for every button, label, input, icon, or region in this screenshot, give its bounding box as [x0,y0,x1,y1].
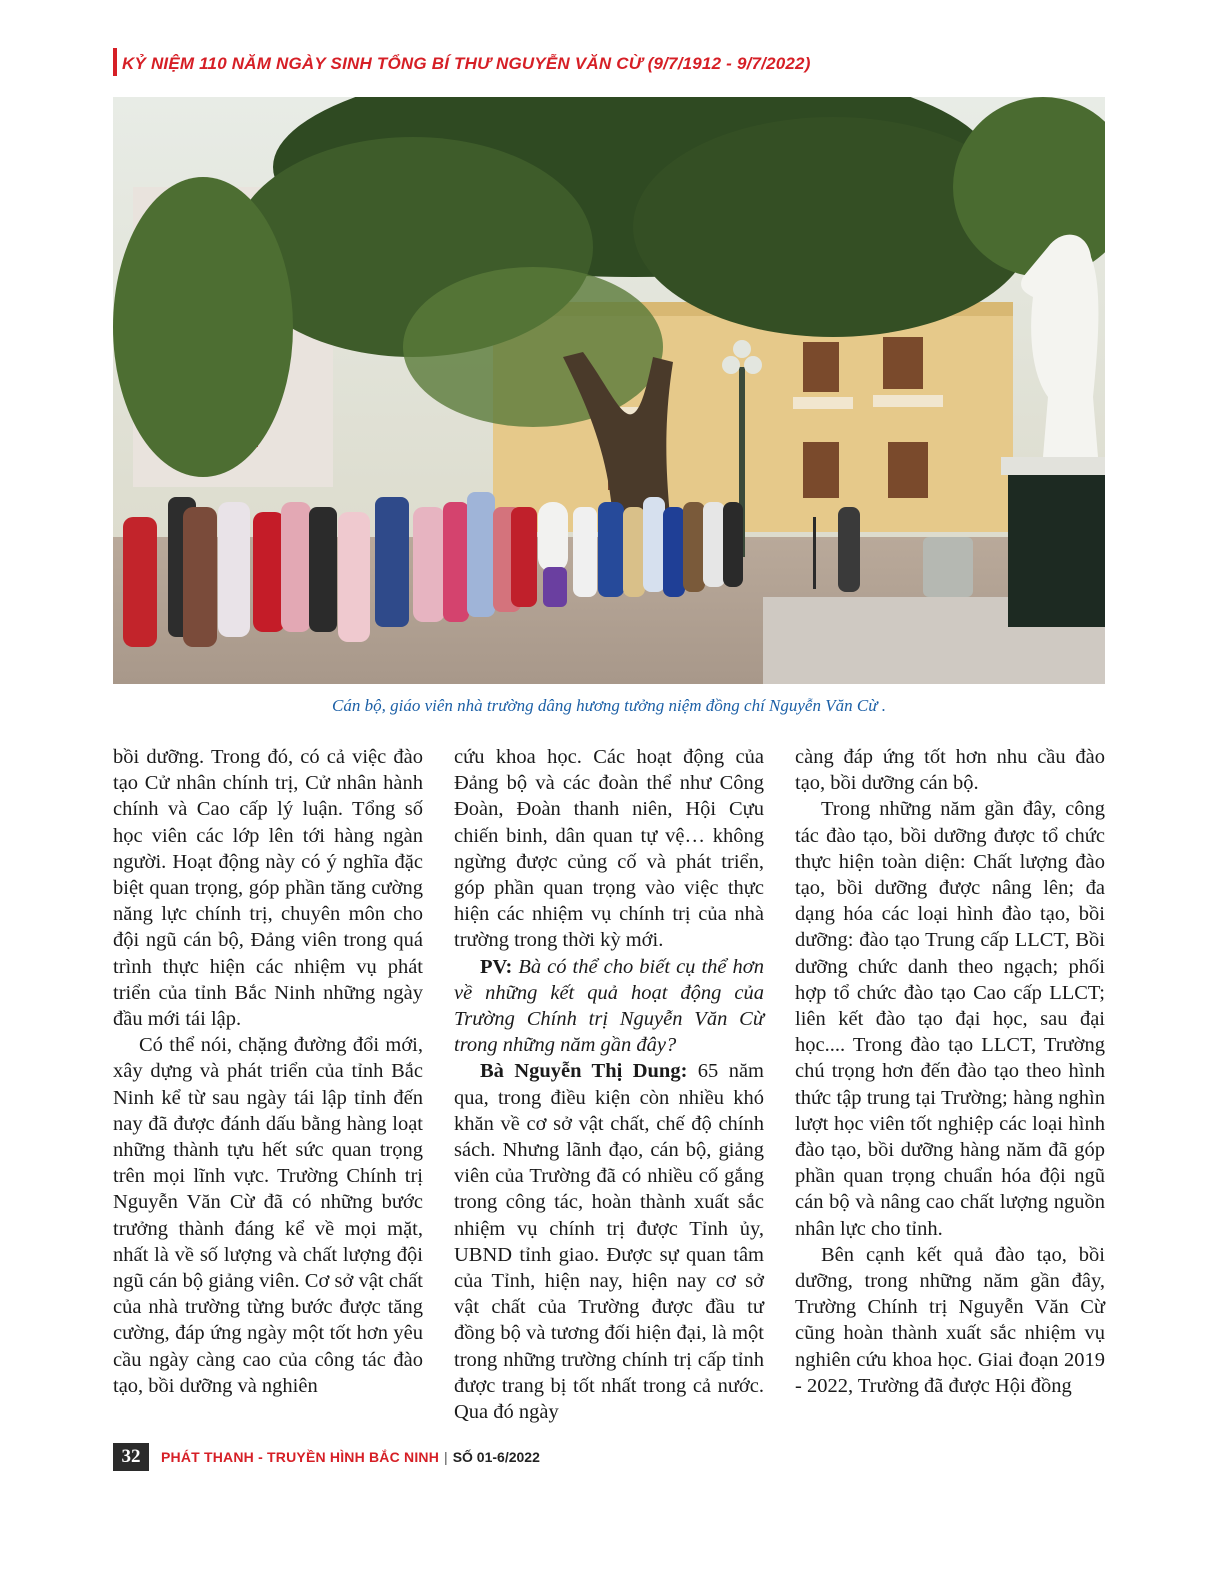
interview-question [454,954,764,1059]
paragraph: Có thể nói, chặng đường đổi mới, xây dựng và phát triển của tỉnh Bắc Ninh kể từ sau ngày tái lập tỉnh đến nay đã được đánh dấu bằng hàng loạt những thành tựu hết sức quan trọng trên mọi lĩnh vực. Trường Chính trị Nguyễn Văn Cừ đã có những bước trưởng thành đáng kể về mọi mặt, nhất là về số lượng và chất lượng đội ngũ cán bộ giảng viên. Cơ sở vật chất của nhà trường từng bước được tăng cường, đáp ứng ngày một tốt hơn yêu cầu ngày càng cao của công tác đào tạo, bồi dưỡng và nghiên [113,1034,423,1397]
answer-text: 65 năm qua, trong điều kiện còn nhiều khó khăn về cơ sở vật chất, chế độ chính sách. Nhưng lãnh đạo, cán bộ, giảng viên của Trường đã có nhiều cố gắng trong công tác, hoàn thành xuất sắc nhiệm vụ chính trị được Tỉnh ủy, UBND tỉnh giao. Được sự quan tâm của Tỉnh, hiện nay, hiện nay cơ sở vật chất của Trường được đầu tư đồng bộ và tương đối hiện đại, là một trong những trường chính trị cấp tỉnh được trang bị tốt nhất trong cả nước. Qua đó ngày [454,1060,764,1424]
issue-number: SỐ 01-6/2022 [452,1449,540,1465]
page-number: 32 [113,1443,149,1471]
question-text: Bà có thể cho biết cụ thể hơn về những kết quả hoạt động của Trường Chính trị Nguyễn Văn Cừ trong những năm gần đây? [454,955,764,1057]
interviewer-label: PV: [480,955,513,978]
paragraph: Trong những năm gần đây, công tác đào tạo, bồi dưỡng được tổ chức thực hiện toàn diện: Chất lượng đào tạo, bồi dưỡng được nâng lên; đa dạng hóa các loại hình đào tạo, bồi dưỡng: đào tạo Trung cấp LLCT, Bồi dưỡng chức danh theo ngạch; phối hợp tổ chức đào tạo Cao cấp LLCT; liên kết đào tạo đại học, sau đại học.... Trong đào tạo LLCT, Trường chú trọng hơn đến đào tạo theo hình thức tập trung tại Trường; hàng nghìn lượt học viên tốt nghiệp các loại hình đào tạo, bồi dưỡng hàng năm đã góp phần quan trọng chuẩn hóa đội ngũ cán bộ và nâng cao chất lượng nguồn nhân lực cho tỉnh. [795,798,1105,1240]
paragraph: cứu khoa học. Các hoạt động của Đảng bộ và các đoàn thể như Công Đoàn, Đoàn thanh niên, Hội Cựu chiến binh, dân quan tự vệ… không ngừng được củng cố và phát triển, góp phần quan trọng vào việc thực hiện các nhiệm vụ chính trị của nhà trường trong thời kỳ mới. [454,746,764,952]
paragraph: Bên cạnh kết quả đào tạo, bồi dưỡng, trong những năm gần đây, Trường Chính trị Nguyễn Văn Cừ cũng hoàn thành xuất sắc nhiệm vụ nghiên cứu khoa học. Giai đoạn 2019 - 2022, Trường đã được Hội đồng [795,1243,1105,1397]
photo-caption: Cán bộ, giáo viên nhà trường dâng hương tưởng niệm đồng chí Nguyễn Văn Cừ . [332,696,886,715]
paragraph: bồi dưỡng. Trong đó, có cả việc đào tạo Cử nhân chính trị, Cử nhân hành chính và Cao cấp lý luận. Tổng số học viên các lớp lên tới hàng ngàn người. Hoạt động này có ý nghĩa đặc biệt quan trọng, góp phần tăng cường năng lực chính trị, chuyên môn cho đội ngũ cán bộ, Đảng viên trong quá trình thực hiện các nhiệm vụ phát triển của tỉnh Bắc Ninh những ngày đầu mới tái lập. [113,746,423,1031]
footer-separator: | [444,1449,448,1465]
header-accent-bar [113,48,117,76]
page-footer [113,1443,540,1471]
running-header: KỶ NIỆM 110 NĂM NGÀY SINH TỔNG BÍ THƯ NGUYỄN VĂN CỪ (9/7/1912 - 9/7/2022) [122,54,811,73]
article-column-3 [795,744,1105,1399]
respondent-label: Bà Nguyễn Thị Dung: [480,1060,688,1083]
paragraph: càng đáp ứng tốt hơn nhu cầu đào tạo, bồi dưỡng cán bộ. [795,746,1105,795]
article-column-1 [113,744,423,1399]
article-column-2 [454,744,764,1425]
publication-name: PHÁT THANH - TRUYỀN HÌNH BẮC NINH [161,1449,440,1465]
article-photo [113,97,1105,684]
interview-answer [454,1058,764,1425]
